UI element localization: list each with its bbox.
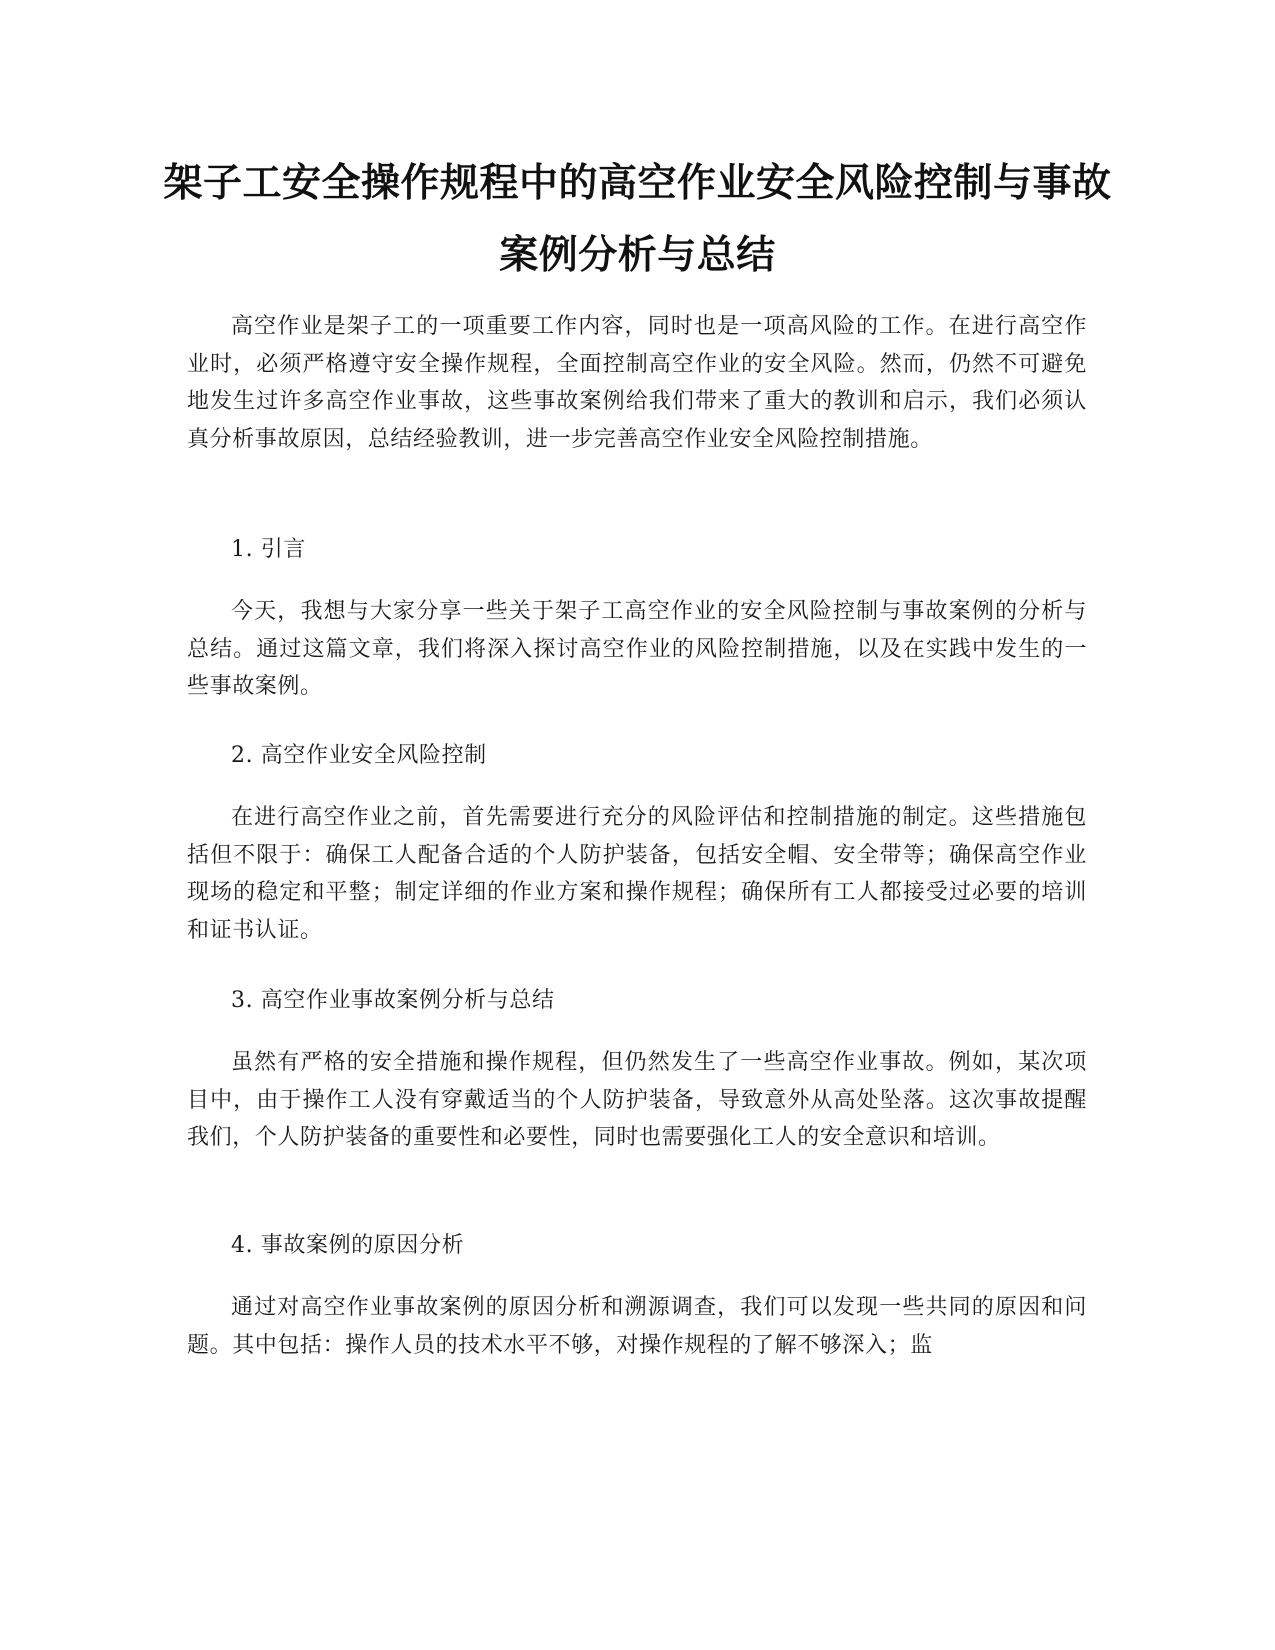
section-heading-3: 3. 高空作业事故案例分析与总结 bbox=[231, 988, 555, 1013]
section-body-4: 通过对高空作业事故案例的原因分析和溯源调查，我们可以发现一些共同的原因和问题。其中包括：操作人员的技术水平不够，对操作规程的了解不够深入；监 bbox=[187, 1295, 1087, 1358]
section-heading-1: 1. 引言 bbox=[231, 537, 306, 562]
section-heading-4: 4. 事故案例的原因分析 bbox=[231, 1233, 465, 1258]
section-heading-2: 2. 高空作业安全风险控制 bbox=[231, 743, 487, 768]
section-body-2: 在进行高空作业之前，首先需要进行充分的风险评估和控制措施的制定。这些措施包括但不限于：确保工人配备合适的个人防护装备，包括安全帽、安全带等；确保高空作业现场的稳定和平整；制定详细的作业方案和操作规程；确保所有工人都接受过必要的培训和证书认证。 bbox=[187, 805, 1087, 943]
intro-paragraph: 高空作业是架子工的一项重要工作内容，同时也是一项高风险的工作。在进行高空作业时，必须严格遵守安全操作规程，全面控制高空作业的安全风险。然而，仍然不可避免地发生过许多高空作业事故，这些事故案例给我们带来了重大的教训和启示，我们必须认真分析事故原因，总结经验教训，进一步完善高空作业安全风险控制措施。 bbox=[187, 314, 1087, 452]
section-body-1: 今天，我想与大家分享一些关于架子工高空作业的安全风险控制与事故案例的分析与总结。通过这篇文章，我们将深入探讨高空作业的风险控制措施，以及在实践中发生的一些事故案例。 bbox=[187, 599, 1087, 699]
section-body-3: 虽然有严格的安全措施和操作规程，但仍然发生了一些高空作业事故。例如，某次项目中，由于操作工人没有穿戴适当的个人防护装备，导致意外从高处坠落。这次事故提醒我们，个人防护装备的重要性和必要性，同时也需要强化工人的安全意识和培训。 bbox=[187, 1050, 1087, 1150]
document-title: 架子工安全操作规程中的高空作业安全风险控制与事故案例分析与总结 bbox=[163, 161, 1112, 278]
